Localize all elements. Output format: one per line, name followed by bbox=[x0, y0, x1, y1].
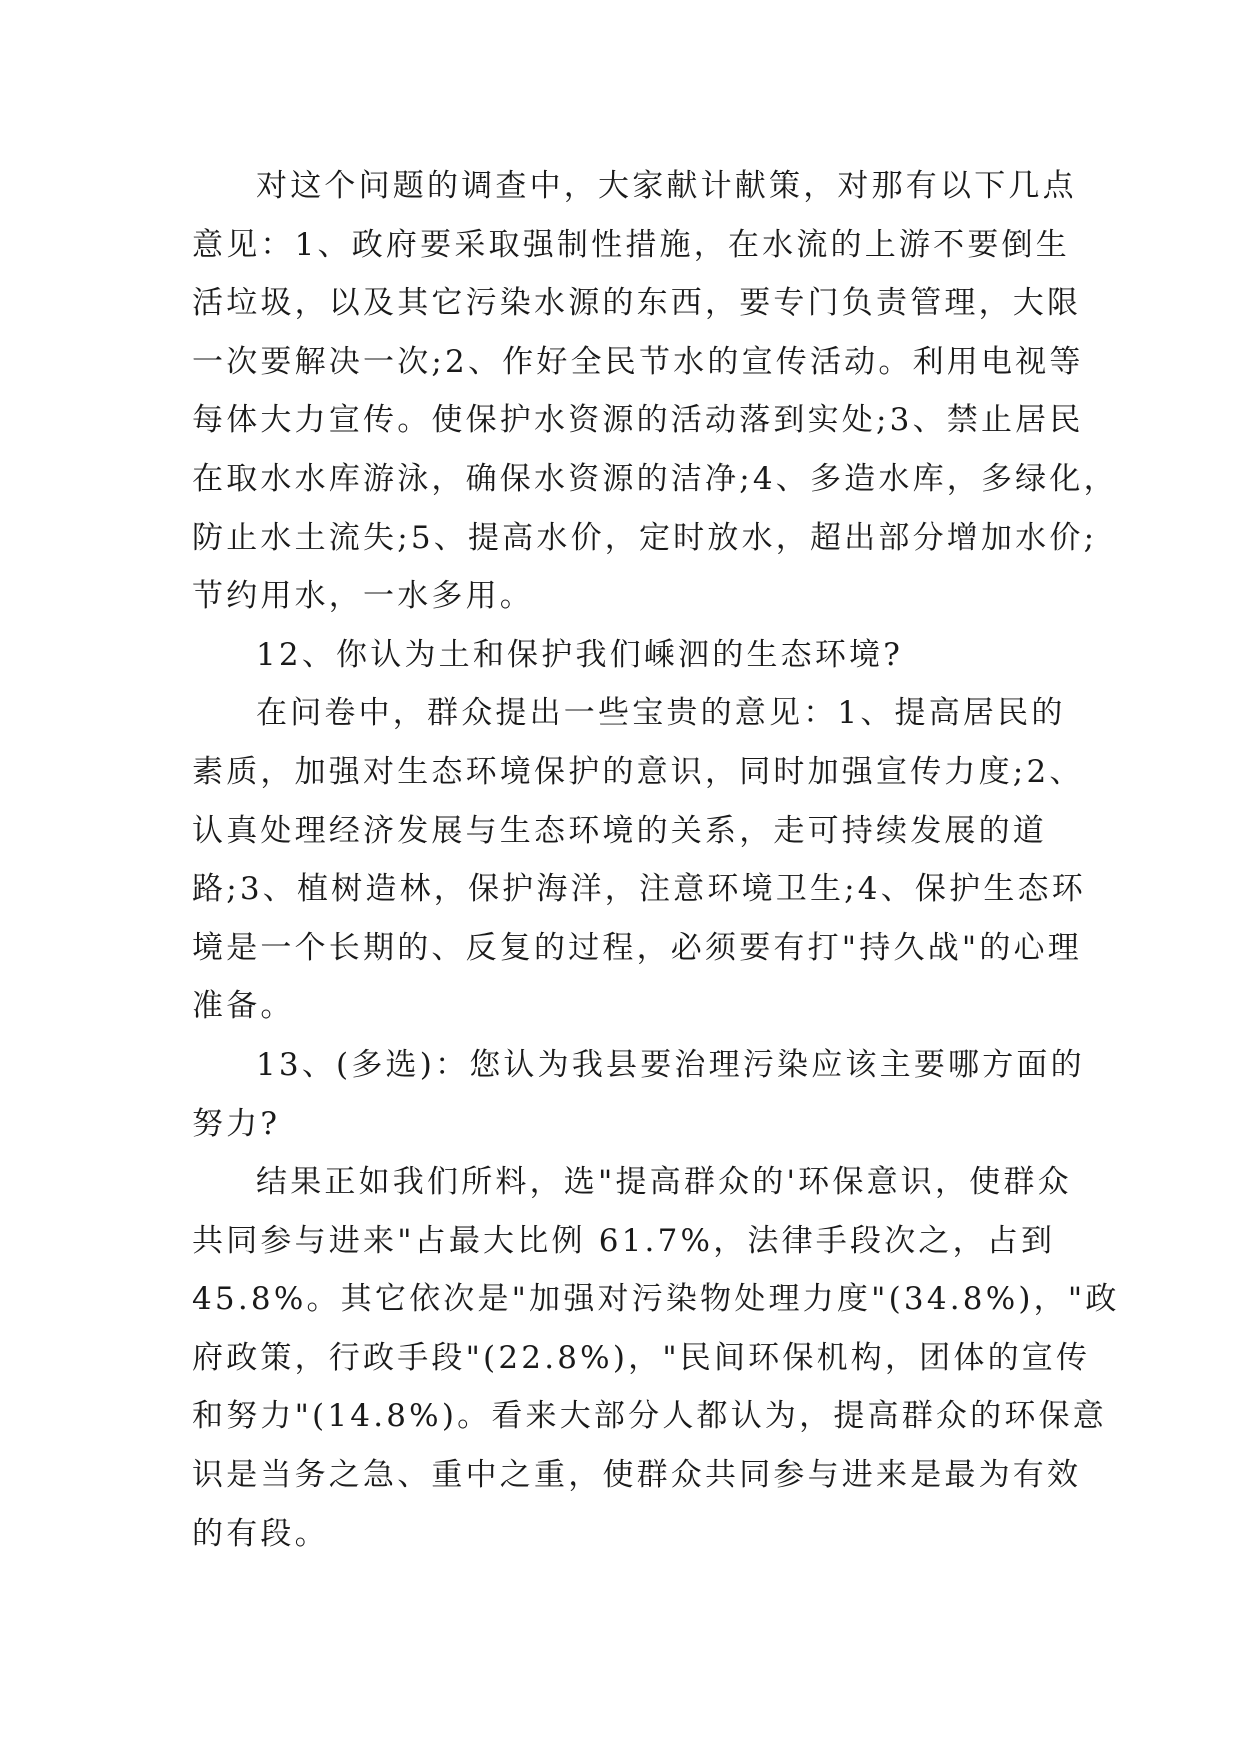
paragraph-line: 素质，加强对生态环境保护的意识，同时加强宣传力度;2、 bbox=[192, 753, 1084, 790]
paragraph-line: 在问卷中，群众提出一些宝贵的意见：1、提高居民的 bbox=[256, 695, 1066, 732]
paragraph-line: 准备。 bbox=[192, 988, 295, 1025]
document-body bbox=[192, 157, 1120, 1563]
paragraph-line: 45.8%。其它依次是"加强对污染物处理力度"(34.8%)，"政 bbox=[192, 1281, 1120, 1318]
paragraph-line: 意见：1、政府要采取强制性措施，在水流的上游不要倒生 bbox=[192, 226, 1070, 263]
paragraph-line: 结果正如我们所料，选"提高群众的'环保意识，使群众 bbox=[256, 1164, 1072, 1201]
question-heading: 努力? bbox=[192, 1105, 281, 1142]
paragraph-line: 在取水水库游泳，确保水资源的洁净;4、多造水库，多绿化， bbox=[192, 460, 1118, 497]
paragraph-line: 活垃圾，以及其它污染水源的东西，要专门负责管理，大限 bbox=[192, 285, 1082, 322]
paragraph-line: 一次要解决一次;2、作好全民节水的宣传活动。利用电视等 bbox=[192, 343, 1084, 380]
question-heading: 13、(多选)：您认为我县要治理污染应该主要哪方面的 bbox=[256, 1046, 1085, 1083]
paragraph-line: 的有段。 bbox=[192, 1515, 329, 1552]
paragraph-line: 防止水土流失;5、提高水价，定时放水，超出部分增加水价; bbox=[192, 519, 1098, 556]
paragraph-line: 府政策，行政手段"(22.8%)，"民间环保机构，团体的宣传 bbox=[192, 1339, 1091, 1376]
paragraph-line: 对这个问题的调查中，大家献计献策，对那有以下几点 bbox=[256, 168, 1077, 204]
paragraph-line: 识是当务之急、重中之重，使群众共同参与进来是最为有效 bbox=[192, 1457, 1082, 1494]
paragraph-line: 和努力"(14.8%)。看来大部分人都认为，提高群众的环保意 bbox=[192, 1398, 1107, 1435]
paragraph-line: 节约用水，一水多用。 bbox=[192, 578, 534, 615]
paragraph-line: 认真处理经济发展与生态环境的关系，走可持续发展的道 bbox=[192, 812, 1047, 849]
question-heading: 12、你认为土和保护我们嵊泗的生态环境? bbox=[256, 636, 904, 673]
paragraph-line: 境是一个长期的、反复的过程，必须要有打"持久战"的心理 bbox=[192, 929, 1082, 966]
paragraph-line: 每体大力宣传。使保护水资源的活动落到实处;3、禁止居民 bbox=[192, 402, 1084, 439]
paragraph-line: 共同参与进来"占最大比例 61.7%，法律手段次之，占到 bbox=[192, 1222, 1056, 1259]
paragraph-line: 路;3、植树造林，保护海洋，注意环境卫生;4、保护生态环 bbox=[192, 871, 1086, 908]
